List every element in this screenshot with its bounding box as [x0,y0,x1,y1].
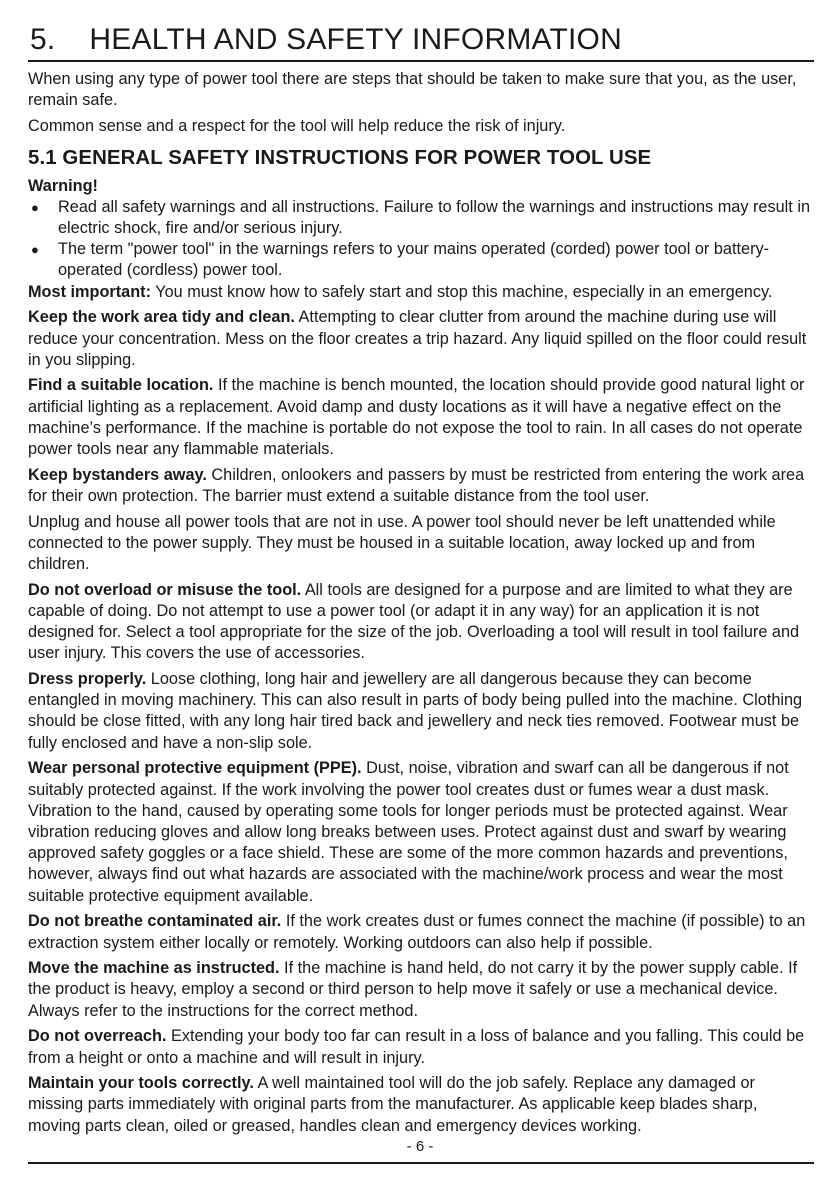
paragraph-text: Extending your body too far can result in a loss of balance and you falling. This could be from a height or onto a machine and will result in injury. [28,1027,805,1067]
paragraph-text: Loose clothing, long hair and jewellery are all dangerous because they can become entangled in moving machinery. This can also result in parts of body being pulled into the machine. Clothing should be close fitted, with any long hair tired back and jewellery and neck ties removed. Footwear must be fully enclosed and have a non-slip sole. [28,670,803,752]
bullet-dot-icon: ● [31,199,39,215]
paragraph-lead: Do not breathe contaminated air. [28,912,282,931]
intro-paragraph: Common sense and a respect for the tool will help reduce the risk of injury. [28,117,566,136]
bullet-item [28,197,814,239]
bullet-item [28,239,814,281]
safety-paragraph [28,580,814,665]
paragraph-text: If the work creates dust or fumes connect the machine (if possible) to an extraction system either locally or remotely. Working outdoors can also help if possible. [28,912,806,952]
paragraph-text: You must know how to safely start and stop this machine, especially in an emergency. [151,282,773,301]
page-number: - 6 - [406,1138,434,1155]
bullet-dot-icon: ● [31,242,39,258]
footer-rule [28,1162,814,1164]
intro-paragraph: When using any type of power tool there are steps that should be taken to make sure that you, as the user, remain safe. [28,70,797,110]
paragraph-lead: Keep bystanders away. [28,465,207,484]
paragraph-lead: Move the machine as instructed. [28,959,280,978]
safety-paragraph [28,1026,814,1068]
heading-rule [28,60,814,62]
safety-paragraph [28,911,814,953]
bullet-text: The term "power tool" in the warnings refers to your mains operated (corded) power tool or battery-operated (cordless) power tool. [58,240,770,280]
paragraph-text: If the machine is hand held, do not carry it by the power supply cable. If the product is heavy, employ a second or third person to help move it safely or use a mechanical device. Always refer to the instructions for the correct method. [28,959,798,1020]
paragraph-lead: Keep the work area tidy and clean. [28,308,295,327]
paragraph-lead: Do not overreach. [28,1027,167,1046]
paragraph-text: Children, onlookers and passers by must be restricted from entering the work area for their own protection. The barrier must extend a suitable distance from the tool user. [28,465,805,505]
paragraph-text: A well maintained tool will do the job safely. Replace any damaged or missing parts immediately with original parts from the manufacturer. As applicable keep blades sharp, moving parts clean, oiled or greased, handles clean and emergency devices working. [28,1074,758,1135]
safety-paragraph [28,669,814,754]
paragraph-lead: Dress properly. [28,670,147,689]
paragraph-lead: Find a suitable location. [28,376,214,395]
paragraph-lead: Wear personal protective equipment (PPE). [28,759,362,778]
paragraph-lead: Do not overload or misuse the tool. [28,580,302,599]
paragraph-text: All tools are designed for a purpose and are limited to what they are capable of doing. Do not attempt to use a power tool (or adapt it in any way) for an application it is not designed for. Select a tool appropriate for the size of the job. Overloading a tool will result in tool failure and user injury. This covers the use of accessories. [28,580,800,663]
warning-bullet-list [28,197,814,282]
subsection-heading: 5.1 GENERAL SAFETY INSTRUCTIONS FOR POWER TOOL USE [28,146,652,169]
safety-paragraph [28,512,814,576]
paragraph-lead: Maintain your tools correctly. [28,1074,254,1093]
section-number: 5. [30,23,56,56]
paragraph-text: Dust, noise, vibration and swarf can all be dangerous if not suitably protected against. If the work involving the power tool creates dust or fumes wear a dust mask. Vibration to the hand, caused by operating some tools for longer periods must be protected against. Wear vibration reducing gloves and allow long breaks between uses. Protect against dust and swarf by wearing approved safety goggles or a face shield. These are some of the more common hazards and preventions, however, always find out what hazards are associated with the machine/work process and wear the most suitable protective equipment available. [28,759,789,905]
warning-label: Warning! [28,176,98,195]
safety-paragraph [28,958,814,1022]
bullet-text: Read all safety warnings and all instructions. Failure to follow the warnings and instructions may result in electric shock, fire and/or serious injury. [58,197,811,238]
safety-paragraph [28,1073,814,1137]
safety-paragraph [28,375,814,460]
paragraph-text: Attempting to clear clutter from around the machine during use will reduce your concentration. Mess on the floor creates a trip hazard. Any liquid spilled on the floor could result in you slipping. [28,308,807,369]
paragraph-text: If the machine is bench mounted, the location should provide good natural light or artificial lighting as a replacement. Avoid damp and dusty locations as it will have a negative effect on the machine’s performance. If the machine is portable do not expose the tool to rain. In all cases do not operate power tools near any flammable materials. [28,376,805,459]
page-content [28,22,814,1137]
paragraph-lead: Most important: [28,282,151,301]
safety-paragraph [28,282,814,303]
safety-paragraph [28,758,814,906]
safety-paragraphs [28,282,814,1137]
section-title: HEALTH AND SAFETY INFORMATION [89,23,622,56]
section-heading [28,22,814,58]
paragraph-text: Unplug and house all power tools that are not in use. A power tool should never be left unattended while connected to the power supply. They must be housed in a suitable location, away locked up and from children. [28,512,776,574]
safety-paragraph [28,307,814,371]
safety-paragraph [28,465,814,507]
